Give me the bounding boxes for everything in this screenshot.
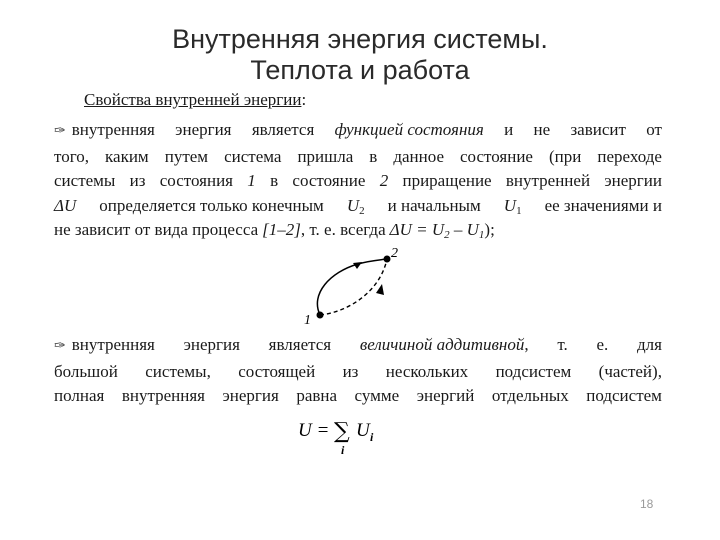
word [360,333,529,360]
state-point-1 [317,312,324,319]
formula-end: ); [484,220,495,239]
italic-term: величиной аддитивной [359,335,525,354]
bullet-1-line-1 [54,118,662,145]
slide-title [0,24,720,86]
page-number: 18 [640,497,654,511]
comma: , [524,335,529,354]
state-label-2: 2 [391,246,398,261]
delta-u-symbol: ΔU [54,195,77,215]
arrow-head-dashed [376,284,384,295]
word: нескольких [385,361,469,381]
word: состояние [292,171,366,190]
sum-formula [296,414,386,460]
sigma-icon: ∑ [334,419,350,444]
word: приращение [402,171,492,190]
word: подсистем [586,386,662,405]
process-path-dashed [320,259,387,315]
word: т. [557,335,568,354]
word: энергия [175,120,232,139]
u-letter: U [503,195,517,215]
word: от [646,120,662,139]
section-subheading [84,88,306,113]
bullet-group [54,333,155,360]
bullet-1-line-3 [54,169,662,194]
word: полная [54,386,105,405]
word: состояния [159,171,233,190]
text-fragment: не зависит от вида процесса [54,220,259,239]
word: е. [596,335,609,354]
word: не [533,120,551,139]
word: 2 [379,171,389,190]
word: из [129,171,146,190]
word: отдельных [491,386,569,405]
text-fragment: , т. е. всегда [300,220,386,239]
word: подсистем [495,361,572,381]
bullet-group [54,118,155,145]
word: функцией состояния [334,120,484,139]
bullet-icon: ✑ [54,124,66,139]
process-path-diagram [296,244,426,330]
subheading-text: Свойства внутренней энергии [84,90,302,109]
word: сумме [354,386,400,405]
word: система [224,146,282,166]
text-fragment: и начальным [387,195,481,215]
bullet-2-line-3 [54,384,662,409]
formula-part: ΔU = U [389,220,445,239]
word: (при [549,146,582,166]
word: системы, [145,361,211,381]
word: внутренней [505,171,591,190]
word: зависит [570,120,626,139]
word: и [504,120,514,139]
text-fragment: определяется только конечным [99,195,324,215]
word: состоящей [238,361,316,381]
subscript: 2 [359,204,365,217]
sum-index: i [341,443,345,457]
u2-symbol [347,194,365,219]
word: является [268,335,332,354]
bullet-2-line-2 [54,360,662,385]
text-fragment: ее значениями и [544,195,662,215]
bullet-1-line-4 [54,194,662,219]
bullet-paragraph-2 [54,333,662,409]
formula-part: – U [449,220,479,239]
word: в [270,171,279,190]
state-label-1: 1 [304,313,311,328]
u1-symbol [504,194,522,219]
bullet-paragraph-1 [54,118,662,243]
word: является [251,120,315,139]
word: энергия [222,386,279,405]
word: 1 [247,171,256,190]
formula-rhs-subscript: i [370,430,374,444]
word: системы [54,171,116,190]
word: переходе [597,146,662,166]
word: большой [54,361,118,381]
word: того, [54,146,90,166]
subscript: 2 [444,229,450,241]
word: пришла [297,146,354,166]
slide-title-line-2: Теплота и работа [250,55,470,85]
word: внутренняя [71,335,155,354]
word: состояние [460,146,533,166]
formula-rhs: U [356,420,370,441]
slide-title-line-1: Внутренняя энергия системы. [172,24,548,54]
word: (частей), [598,361,662,381]
u-letter: U [346,195,360,215]
state-point-2 [384,256,391,263]
subscript: 1 [516,204,522,217]
word: из [342,361,359,381]
word: в [369,146,378,166]
word: данное [393,146,444,166]
word: внутренняя [71,120,155,139]
formula-lhs: U = [298,420,330,441]
process-path-solid [317,259,387,315]
bullet-1-line-5 [54,218,662,243]
word: энергии [604,171,662,190]
word: для [636,335,662,354]
word: путем [164,146,209,166]
bullet-1-line-2 [54,145,662,170]
bullet-2-line-1 [54,333,662,360]
process-bracket: [1–2] [262,220,301,239]
bullet-icon: ✑ [54,339,66,354]
word: каким [105,146,149,166]
word: внутренняя [121,386,205,405]
word: равна [296,386,338,405]
subheading-colon: : [301,90,307,109]
delta-u-formula [390,218,495,243]
subscript: 1 [478,229,485,241]
word: энергия [183,335,240,354]
word: энергий [416,386,475,405]
